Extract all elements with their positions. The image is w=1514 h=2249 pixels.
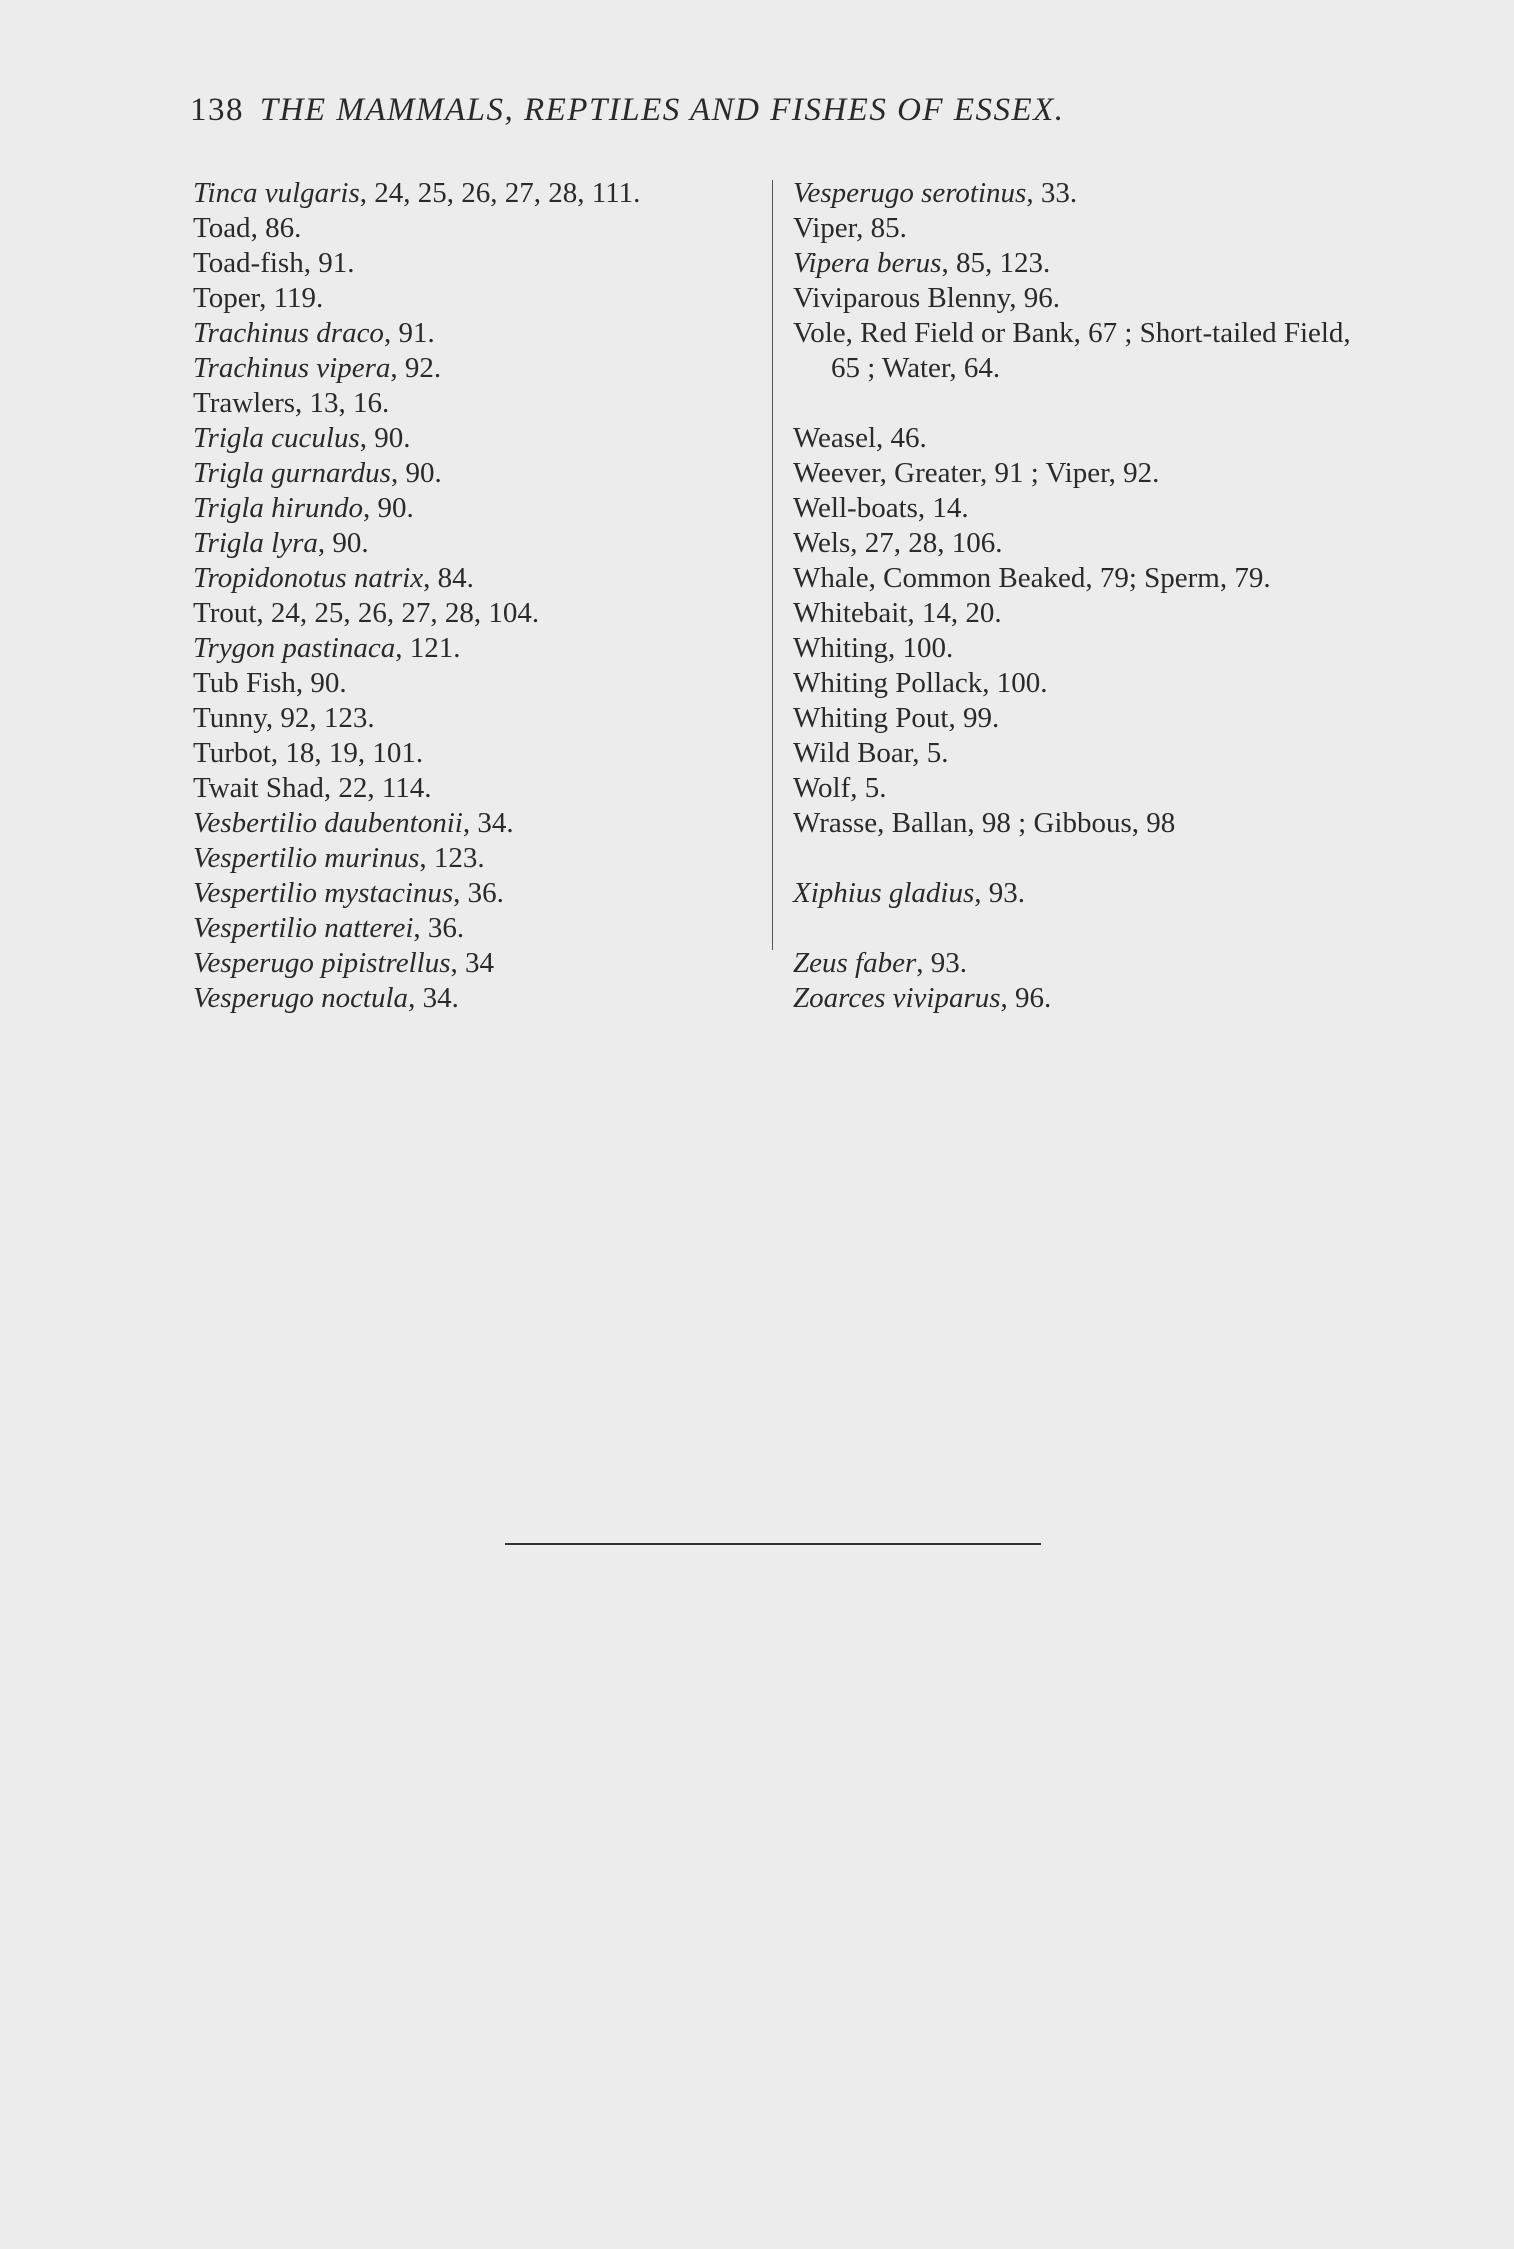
index-entry (193, 386, 753, 421)
index-term: Wels (793, 527, 851, 559)
index-term: Well-boats (793, 492, 918, 524)
index-term: Wild Boar (793, 737, 913, 769)
page-references: , 5. (850, 772, 887, 804)
index-entry (793, 246, 1383, 281)
index-term: Trachinus draco (193, 317, 384, 349)
page-references: , 14. (917, 492, 969, 524)
index-term: Trygon pastinaca (193, 632, 396, 664)
page-references: , 119. (259, 282, 324, 314)
index-term: Viper (793, 212, 857, 244)
page-references: , 96. (1000, 982, 1052, 1014)
page-references: , 91. (303, 247, 355, 279)
index-term: Trigla hirundo (193, 492, 364, 524)
index-term: Trawlers (193, 387, 296, 419)
page-references: , 18, 19, 101. (270, 737, 424, 769)
page-references: , 84. (423, 562, 474, 594)
page-references: , 93. (916, 947, 967, 979)
index-term: Tinca vulgaris (193, 177, 360, 209)
page-title: THE MAMMALS, REPTILES AND FISHES OF ESSEX. (259, 92, 1065, 128)
page-references: , 67 ; Short-tailed Field, 65 ; Water, 64. (831, 317, 1351, 384)
page-references: , 24, 25, 26, 27, 28, 104. (256, 597, 540, 629)
index-term: Toad-fish (193, 247, 304, 279)
index-entry (193, 631, 753, 666)
section-gap (793, 841, 1383, 876)
index-term: Vespertilio mystacinus (193, 877, 454, 909)
index-term: Whitebait (793, 597, 908, 629)
index-entry (793, 176, 1383, 211)
page-references: , 5. (912, 737, 949, 769)
index-entry (193, 561, 753, 596)
index-term: Trigla gurnardus (193, 457, 391, 489)
page-references: , 22, 114. (323, 772, 432, 804)
index-term: Trigla lyra (193, 527, 318, 559)
index-entry (793, 806, 1383, 841)
index-entry (793, 981, 1383, 1016)
index-entry (793, 561, 1383, 596)
index-entry (193, 946, 753, 981)
page-references: , 98 ; Gibbous, 98 (967, 807, 1176, 839)
index-entry (793, 421, 1383, 456)
page-references: , 90. (317, 527, 369, 559)
index-term: Zoarces viviparus (793, 982, 1001, 1014)
index-term: Tub Fish (193, 667, 296, 699)
page-references: , 92. (390, 352, 442, 384)
index-entry (793, 281, 1383, 316)
index-term: Weever, Greater (793, 457, 980, 489)
index-entry (193, 176, 753, 211)
page-references: , 90. (390, 457, 442, 489)
index-entry (793, 491, 1383, 526)
section-gap (793, 911, 1383, 946)
page-references: , 34 (450, 947, 495, 979)
index-entry (193, 911, 753, 946)
page-references: , 27, 28, 106. (850, 527, 1003, 559)
page-references: , 100. (982, 667, 1048, 699)
index-entry (193, 596, 753, 631)
page-references: , 14, 20. (907, 597, 1002, 629)
page-references: , 86. (250, 212, 302, 244)
index-term: Vipera berus (793, 247, 942, 279)
index-entry (193, 316, 753, 351)
index-term: Twait Shad (193, 772, 324, 804)
page-references: , 85, 123. (941, 247, 1051, 279)
page-references: , 93. (974, 877, 1026, 909)
index-term: Turbot (193, 737, 271, 769)
page-references: , 36. (413, 912, 465, 944)
index-entry (193, 211, 753, 246)
index-term: Whiting Pout (793, 702, 949, 734)
column-divider (772, 180, 773, 950)
page-references: , 91. (383, 317, 435, 349)
index-entry (193, 246, 753, 281)
end-rule (505, 1543, 1041, 1545)
index-term: Whiting (793, 632, 889, 664)
page-references: , 90. (295, 667, 347, 699)
page-references: , 90. (363, 492, 414, 524)
page-references: , 13, 16. (295, 387, 390, 419)
index-term: Vesbertilio daubentonii (193, 807, 463, 839)
index-entry (793, 736, 1383, 771)
page-references: , 46. (876, 422, 927, 454)
index-term: Tunny (193, 702, 266, 734)
page-references: , 33. (1026, 177, 1078, 209)
page-references: , 96. (1009, 282, 1061, 314)
index-term: Wrasse, Ballan (793, 807, 968, 839)
index-entry (793, 701, 1383, 736)
section-gap (793, 386, 1383, 421)
page-references: , 85. (856, 212, 907, 244)
page-references: , 36. (453, 877, 504, 909)
index-column-left (193, 176, 753, 1016)
running-head (190, 92, 1065, 129)
index-term: Vespertilio natterei (193, 912, 414, 944)
index-term: Zeus faber (793, 947, 917, 979)
page-references: , 123. (419, 842, 485, 874)
index-term: Toad (193, 212, 251, 244)
index-term: Vesperugo noctula (193, 982, 409, 1014)
index-term: Vole, Red Field or Bank (793, 317, 1074, 349)
page-references: , 79; Sperm, 79. (1085, 562, 1271, 594)
page-references: , 34. (462, 807, 514, 839)
index-term: Wolf (793, 772, 851, 804)
index-column-right (793, 176, 1383, 1016)
index-entry (193, 981, 753, 1016)
index-term: Weasel (793, 422, 877, 454)
page-references: , 99. (948, 702, 1000, 734)
index-entry (793, 666, 1383, 701)
index-term: Tropidonotus natrix (193, 562, 424, 594)
index-entry (193, 666, 753, 701)
index-term: Trachinus vipera (193, 352, 391, 384)
index-entry (193, 491, 753, 526)
index-term: Whale, Common Beaked (793, 562, 1086, 594)
page-references: , 24, 25, 26, 27, 28, 111. (359, 177, 641, 209)
index-entry (793, 456, 1383, 491)
index-term: Vesperugo serotinus (793, 177, 1027, 209)
index-entry (193, 771, 753, 806)
index-term: Trout (193, 597, 257, 629)
index-entry (793, 526, 1383, 561)
index-entry (793, 771, 1383, 806)
index-entry (193, 701, 753, 736)
index-term: Vespertilio murinus (193, 842, 420, 874)
index-term: Whiting Pollack (793, 667, 983, 699)
page-references: , 121. (395, 632, 461, 664)
index-entry (193, 421, 753, 456)
index-term: Vesperugo pipistrellus (193, 947, 451, 979)
page-references: , 91 ; Viper, 92. (979, 457, 1160, 489)
page-references: , 34. (408, 982, 459, 1014)
index-entry (193, 841, 753, 876)
index-entry (793, 631, 1383, 666)
index-entry (793, 596, 1383, 631)
index-entry (793, 946, 1383, 981)
index-entry (193, 351, 753, 386)
index-term: Trigla cuculus (193, 422, 360, 454)
index-entry (193, 281, 753, 316)
index-entry (193, 526, 753, 561)
index-term: Viviparous Blenny (793, 282, 1010, 314)
page-references: , 90. (359, 422, 411, 454)
index-term: Xiphius gladius (793, 877, 975, 909)
index-entry (193, 876, 753, 911)
index-entry (793, 211, 1383, 246)
index-term: Toper (193, 282, 260, 314)
index-entry (193, 806, 753, 841)
index-entry (793, 876, 1383, 911)
page-references: , 100. (888, 632, 954, 664)
index-entry (193, 736, 753, 771)
page-number: 138 (190, 92, 244, 128)
index-entry (793, 316, 1383, 386)
index-entry (193, 456, 753, 491)
page-references: , 92, 123. (265, 702, 375, 734)
